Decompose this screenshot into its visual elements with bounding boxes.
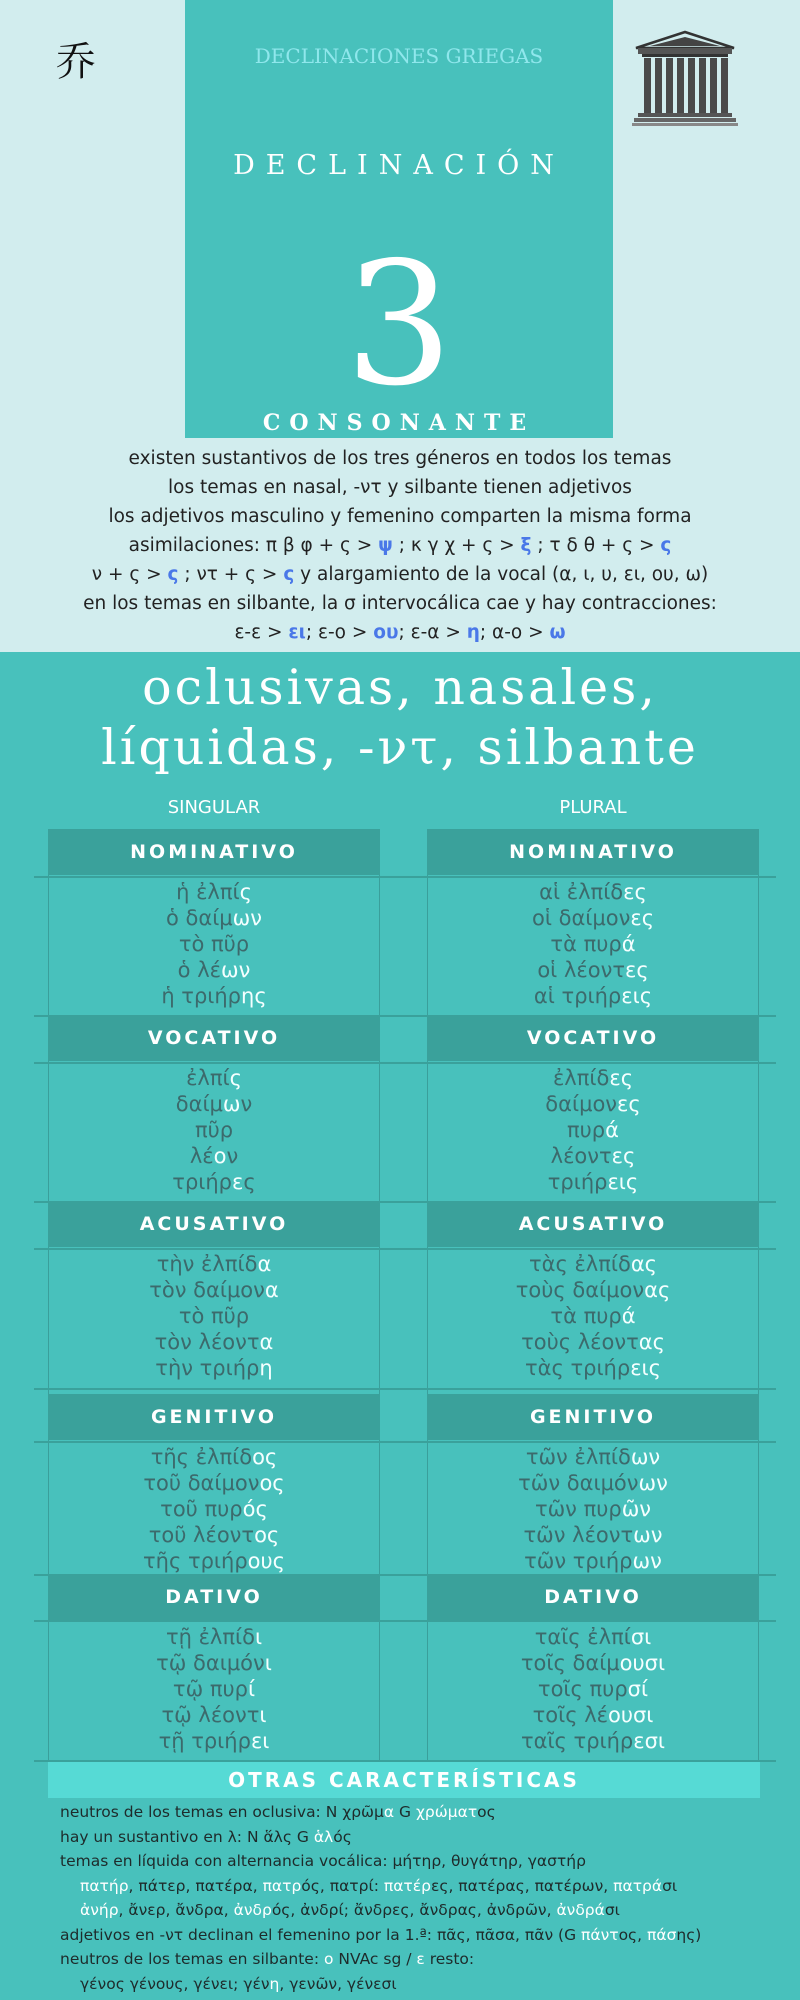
form-row [49, 879, 379, 905]
form-ending: ες [611, 1144, 636, 1168]
highlight: ει [288, 622, 306, 643]
form-row [428, 1728, 758, 1754]
form-stem: τὸ πῦρ [178, 1304, 250, 1328]
text: ος, [618, 1925, 648, 1944]
text: γένους, γένει; [124, 1974, 244, 1993]
case-forms [48, 1061, 380, 1201]
form-ending: ο [213, 1144, 227, 1168]
form-row [49, 1624, 379, 1650]
form-stem: πυρ [567, 1118, 606, 1142]
form-stem: τῶν τριήρ [524, 1549, 633, 1573]
form-stem: τριήρ [547, 1170, 608, 1194]
form-row [49, 1355, 379, 1381]
form-row [49, 1117, 379, 1143]
otras-title: OTRAS CARACTERÍSTICAS [48, 1762, 760, 1798]
form-row [428, 879, 758, 905]
form-row [428, 1251, 758, 1277]
form-stem: ἡ ἐλπί [176, 880, 240, 904]
form-ending: εσι [633, 1729, 666, 1753]
stem: πατρά [613, 1876, 663, 1895]
case-forms [427, 1061, 759, 1201]
text: ν + ς > [91, 564, 168, 585]
note-line [60, 1800, 780, 1825]
form-row [428, 1650, 758, 1676]
case-header: VOCATIVO [427, 1015, 759, 1061]
text: ος [477, 1803, 496, 1821]
form-ending: ες [609, 1066, 634, 1090]
form-stem: τῶν πυρ [534, 1497, 622, 1521]
form-ending: εις [607, 1170, 639, 1194]
text: γένος [80, 1974, 125, 1993]
temple-icon [632, 30, 738, 130]
form-stem: δαίμον [545, 1092, 618, 1116]
form-ending: ος [252, 1445, 278, 1469]
form-row [49, 1277, 379, 1303]
text: resto: [424, 1950, 475, 1968]
form-stem: τοῖς πυρ [537, 1677, 628, 1701]
form-row [428, 1143, 758, 1169]
text: neutros de los temas en oclusiva: N [60, 1803, 343, 1821]
case-forms [427, 875, 759, 1015]
stem: πατρ [262, 1876, 302, 1895]
case-header: ACUSATIVO [427, 1201, 759, 1247]
form-ending: ι [264, 1651, 272, 1675]
text: ; κ γ χ + ς > [392, 535, 521, 556]
separator-line [34, 1574, 776, 1576]
form-stem: τοὺς δαίμον [515, 1278, 645, 1302]
form-row [49, 1251, 379, 1277]
form-stem: ἐλπί [186, 1066, 230, 1090]
case-header: GENITIVO [48, 1394, 380, 1440]
form-row [49, 1065, 379, 1091]
separator-line [34, 1388, 776, 1390]
form-stem: οἱ λέοντ [537, 958, 625, 982]
form-stem: τὰς τριήρ [524, 1356, 631, 1380]
form-stem: ν [240, 1092, 253, 1116]
form-stem: τῶν λέοντ [523, 1523, 634, 1547]
case-header: DATIVO [427, 1574, 759, 1620]
form-ending: εις [621, 984, 653, 1008]
hero-kind: CONSONANTE [262, 410, 536, 436]
form-stem: ἐλπίδ [552, 1066, 610, 1090]
text: γέν [243, 1974, 270, 1993]
form-ending: ης [241, 984, 267, 1008]
headline-line: oclusivas, nasales, [142, 659, 658, 716]
stem: χρώματ [415, 1803, 478, 1821]
form-stem: λέ [189, 1144, 214, 1168]
form-stem: τοὺς λέοντ [521, 1330, 639, 1354]
text: ός [333, 1827, 352, 1846]
form-row [428, 1522, 758, 1548]
form-ending: ες [624, 958, 649, 982]
form-row [428, 1470, 758, 1496]
form-stem: τῶν ἐλπίδ [525, 1445, 631, 1469]
text: ες, πατέρας, πατέρων, [430, 1876, 614, 1895]
separator-line [34, 1620, 776, 1622]
separator-line [34, 1201, 776, 1203]
form-stem: τῷ δαιμόν [156, 1651, 265, 1675]
form-row [428, 1702, 758, 1728]
hero-subtitle: DECLINACIONES GRIEGAS [254, 44, 544, 68]
form-stem: τὸν δαίμον [149, 1278, 265, 1302]
form-ending: ῶν [621, 1497, 652, 1521]
form-ending: ων [632, 1549, 662, 1573]
text: , πατρί: [319, 1876, 384, 1895]
form-row [49, 1303, 379, 1329]
form-ending: ά [621, 932, 636, 956]
form-stem: τὴν ἐλπίδ [156, 1252, 258, 1276]
form-stem: ἡ τριήρ [161, 984, 242, 1008]
form-row [49, 905, 379, 931]
form-ending: ει [250, 1729, 270, 1753]
form-row [49, 1728, 379, 1754]
intro-line [20, 618, 780, 647]
form-ending: ων [630, 1445, 661, 1469]
form-ending: ες [623, 880, 647, 904]
hero-number: 3 [344, 226, 454, 424]
form-ending: ά [605, 1118, 619, 1142]
stem: ἀνήρ [80, 1901, 119, 1919]
text: neutros de los temas en silbante: [60, 1950, 324, 1968]
text: ός, ἀνδρί; ἄνδρες, ἄνδρας, ἀνδρῶν, [271, 1901, 557, 1919]
case-forms [48, 1440, 380, 1574]
text: ; ε-ο > [305, 622, 374, 643]
intro-line: los adjetivos masculino y femenino comparten la misma forma [108, 506, 692, 527]
form-ending: ε [232, 1170, 244, 1194]
form-ending: ων [232, 906, 262, 930]
form-stem: λέοντ [550, 1144, 612, 1168]
form-ending: σί [627, 1677, 649, 1701]
form-stem: τὴν τριήρ [155, 1356, 260, 1380]
form-stem: τῆς ἐλπίδ [150, 1445, 253, 1469]
form-ending: ων [633, 1523, 663, 1547]
highlight: ω [549, 622, 566, 643]
form-stem: ὁ λέ [177, 958, 221, 982]
form-stem: τὰ πυρ [550, 932, 622, 956]
form-stem: τὰ πυρ [550, 1304, 622, 1328]
text: NVAc sg / [333, 1950, 417, 1968]
form-ending: ς [229, 1066, 242, 1090]
form-stem: αἱ τριήρ [533, 984, 622, 1008]
form-row [428, 1444, 758, 1470]
form-stem: τῇ ἐλπίδ [165, 1625, 255, 1649]
form-stem: τοῖς δαίμ [520, 1651, 620, 1675]
text: G [394, 1803, 416, 1821]
singular-label: SINGULAR [167, 797, 261, 818]
highlight: ς [167, 564, 179, 585]
stem: πατέρ [383, 1876, 431, 1895]
separator-line [34, 1441, 776, 1443]
form-stem: τοῦ πυρ [160, 1497, 243, 1521]
intro-line: existen sustantivos de los tres géneros en todos los temas [128, 448, 672, 469]
form-ending: ους [247, 1549, 285, 1573]
form-stem: ς [243, 1170, 256, 1194]
case-forms [427, 1620, 759, 1760]
form-ending: η [259, 1356, 273, 1380]
intro-line [20, 560, 780, 589]
form-stem: τῷ πυρ [172, 1677, 248, 1701]
text: ἅλς [263, 1827, 292, 1846]
text: ός [301, 1876, 320, 1895]
form-ending: ά [621, 1304, 636, 1328]
stem: πατήρ [80, 1876, 129, 1895]
top-section [0, 0, 800, 652]
form-row [428, 1496, 758, 1522]
form-ending: ι [259, 1703, 267, 1727]
form-ending: ός [242, 1497, 268, 1521]
note-line [60, 1825, 780, 1850]
case-header: NOMINATIVO [427, 829, 759, 875]
case-header: GENITIVO [427, 1394, 759, 1440]
text: ; τ δ θ + ς > [531, 535, 661, 556]
stem: πάντ [581, 1925, 619, 1944]
text: , [128, 1876, 139, 1895]
separator-line [34, 1015, 776, 1017]
separator-line [34, 876, 776, 878]
intro-notes [20, 444, 780, 647]
text: hay un sustantivo en λ: N [60, 1827, 264, 1846]
form-stem: τοῖς λέ [532, 1703, 608, 1727]
form-row [49, 1470, 379, 1496]
form-row [49, 931, 379, 957]
form-row [428, 1117, 758, 1143]
text: , γενῶν, γένεσι [279, 1974, 397, 1993]
form-row [49, 1329, 379, 1355]
form-row [428, 1676, 758, 1702]
note-line [60, 1923, 780, 1948]
form-stem: πῦρ [194, 1118, 234, 1142]
form-stem: ταῖς ἐλπί [534, 1625, 631, 1649]
text: y alargamiento de la vocal (α, ι, υ, ει, ου, ω) [294, 564, 709, 585]
stem: ἀνδρ [233, 1901, 272, 1919]
ending: ε [416, 1950, 425, 1968]
form-stem: τριήρ [172, 1170, 233, 1194]
form-ending: ί [247, 1677, 256, 1701]
highlight: ς [660, 535, 672, 556]
intro-line: en los temas en silbante, la σ intervocálica cae y hay contracciones: [83, 593, 717, 614]
ending: ο [323, 1950, 334, 1968]
form-ending: ος [259, 1471, 285, 1495]
case-forms [48, 1247, 380, 1394]
separator-line [34, 1248, 776, 1250]
section-headline [0, 652, 800, 778]
form-row [428, 1329, 758, 1355]
text: πάτερ [138, 1876, 186, 1895]
form-ending: α [259, 1330, 274, 1354]
text: ης) [676, 1925, 702, 1944]
form-row [428, 1277, 758, 1303]
case-forms [427, 1440, 759, 1574]
ending: η [269, 1974, 280, 1993]
note-line [60, 1874, 780, 1899]
form-stem: δαίμ [175, 1092, 223, 1116]
form-row [428, 1548, 758, 1574]
case-header: VOCATIVO [48, 1015, 380, 1061]
form-ending: ας [638, 1330, 665, 1354]
form-ending: ες [630, 906, 655, 930]
case-forms [427, 1247, 759, 1394]
stem: ἀνδρά [556, 1901, 605, 1919]
form-row [49, 1091, 379, 1117]
form-ending: ας [630, 1252, 658, 1276]
otras-notes [60, 1800, 780, 1996]
highlight: ς [283, 564, 295, 585]
text: , [185, 1876, 196, 1895]
form-stem: τὰς ἐλπίδ [528, 1252, 631, 1276]
form-ending: ω [222, 1092, 241, 1116]
form-stem: ν [226, 1144, 239, 1168]
logo: 乔 [56, 39, 96, 85]
form-row [49, 1702, 379, 1728]
form-stem: τῆς τριήρ [143, 1549, 248, 1573]
form-ending: ουσι [607, 1703, 654, 1727]
form-row [49, 1522, 379, 1548]
case-header: DATIVO [48, 1574, 380, 1620]
highlight: η [466, 622, 480, 643]
case-forms [48, 875, 380, 1015]
headline-line: líquidas, -ντ, silbante [101, 719, 699, 776]
form-row [428, 1624, 758, 1650]
form-row [49, 1143, 379, 1169]
highlight: ψ [378, 535, 393, 556]
ending: α [383, 1803, 395, 1821]
form-row [428, 905, 758, 931]
form-row [428, 957, 758, 983]
plural-label: PLURAL [559, 797, 627, 818]
text: σι [604, 1901, 620, 1919]
form-row [428, 1355, 758, 1381]
form-row [49, 1548, 379, 1574]
form-ending: α [264, 1278, 279, 1302]
form-row [428, 931, 758, 957]
note-line [60, 1947, 780, 1972]
form-row [49, 1676, 379, 1702]
form-stem: αἱ ἐλπίδ [539, 880, 624, 904]
form-row [49, 1496, 379, 1522]
note-line [60, 1972, 780, 1997]
form-stem: τοῦ δαίμον [143, 1471, 260, 1495]
text: asimilaciones: π β φ + ς > [128, 535, 379, 556]
form-ending: ς [239, 880, 252, 904]
form-stem: ὁ δαίμ [165, 906, 233, 930]
note-line [60, 1898, 780, 1923]
text: ; ντ + ς > [178, 564, 284, 585]
form-ending: ων [638, 1471, 668, 1495]
form-ending: εις [630, 1356, 661, 1380]
highlight: ξ [520, 535, 532, 556]
text: G [291, 1827, 314, 1846]
text: adjetivos en -ντ declinan el femenino por la 1.ª: πᾶς, πᾶσα, πᾶν (G [60, 1925, 582, 1944]
text: , [252, 1876, 263, 1895]
text: , ἄνερ, ἄνδρα, [118, 1901, 234, 1919]
form-row [428, 1065, 758, 1091]
intro-line [20, 531, 780, 560]
case-forms [48, 1620, 380, 1760]
form-row [428, 1169, 758, 1195]
hero-title: DECLINACIÓN [233, 150, 565, 181]
form-row [49, 1650, 379, 1676]
form-ending: ες [617, 1092, 641, 1116]
form-stem: τῷ λέοντ [161, 1703, 260, 1727]
form-row [428, 983, 758, 1009]
form-row [428, 1303, 758, 1329]
form-ending: ουσι [619, 1651, 666, 1675]
note-line: temas en líquida con alternancia vocálica: μήτηρ, θυγάτηρ, γαστήρ [60, 1852, 586, 1870]
intro-line: los temas en nasal, -ντ y silbante tienen adjetivos [168, 477, 632, 498]
form-ending: σι [630, 1625, 652, 1649]
hero-panel [185, 0, 613, 438]
text: ; α-ο > [479, 622, 550, 643]
form-stem: τὸν λέοντ [154, 1330, 260, 1354]
form-ending: ων [220, 958, 251, 982]
text: σι [662, 1876, 678, 1895]
form-stem: τὸ πῦρ [178, 932, 250, 956]
form-ending: α [257, 1252, 272, 1276]
stem: πάσ [647, 1925, 677, 1944]
case-header: NOMINATIVO [48, 829, 380, 875]
form-row [49, 983, 379, 1009]
stem: ἁλ [313, 1827, 334, 1846]
form-ending: ι [254, 1625, 263, 1649]
form-stem: τοῦ λέοντ [148, 1523, 255, 1547]
text: ; ε-α > [398, 622, 467, 643]
highlight: ου [373, 622, 399, 643]
text: πατέρα [195, 1876, 253, 1895]
text: ε-ε > [234, 622, 289, 643]
form-row [49, 1169, 379, 1195]
form-stem: τῶν δαιμόν [518, 1471, 639, 1495]
form-row [49, 1444, 379, 1470]
form-ending: ος [254, 1523, 280, 1547]
form-ending: ας [644, 1278, 671, 1302]
form-row [49, 957, 379, 983]
form-stem: ταῖς τριήρ [520, 1729, 634, 1753]
form-row [428, 1091, 758, 1117]
form-stem: οἱ δαίμον [531, 906, 631, 930]
text: χρῶμ [342, 1803, 384, 1821]
form-stem: τῇ τριήρ [158, 1729, 251, 1753]
separator-line [34, 1062, 776, 1064]
case-header: ACUSATIVO [48, 1201, 380, 1247]
